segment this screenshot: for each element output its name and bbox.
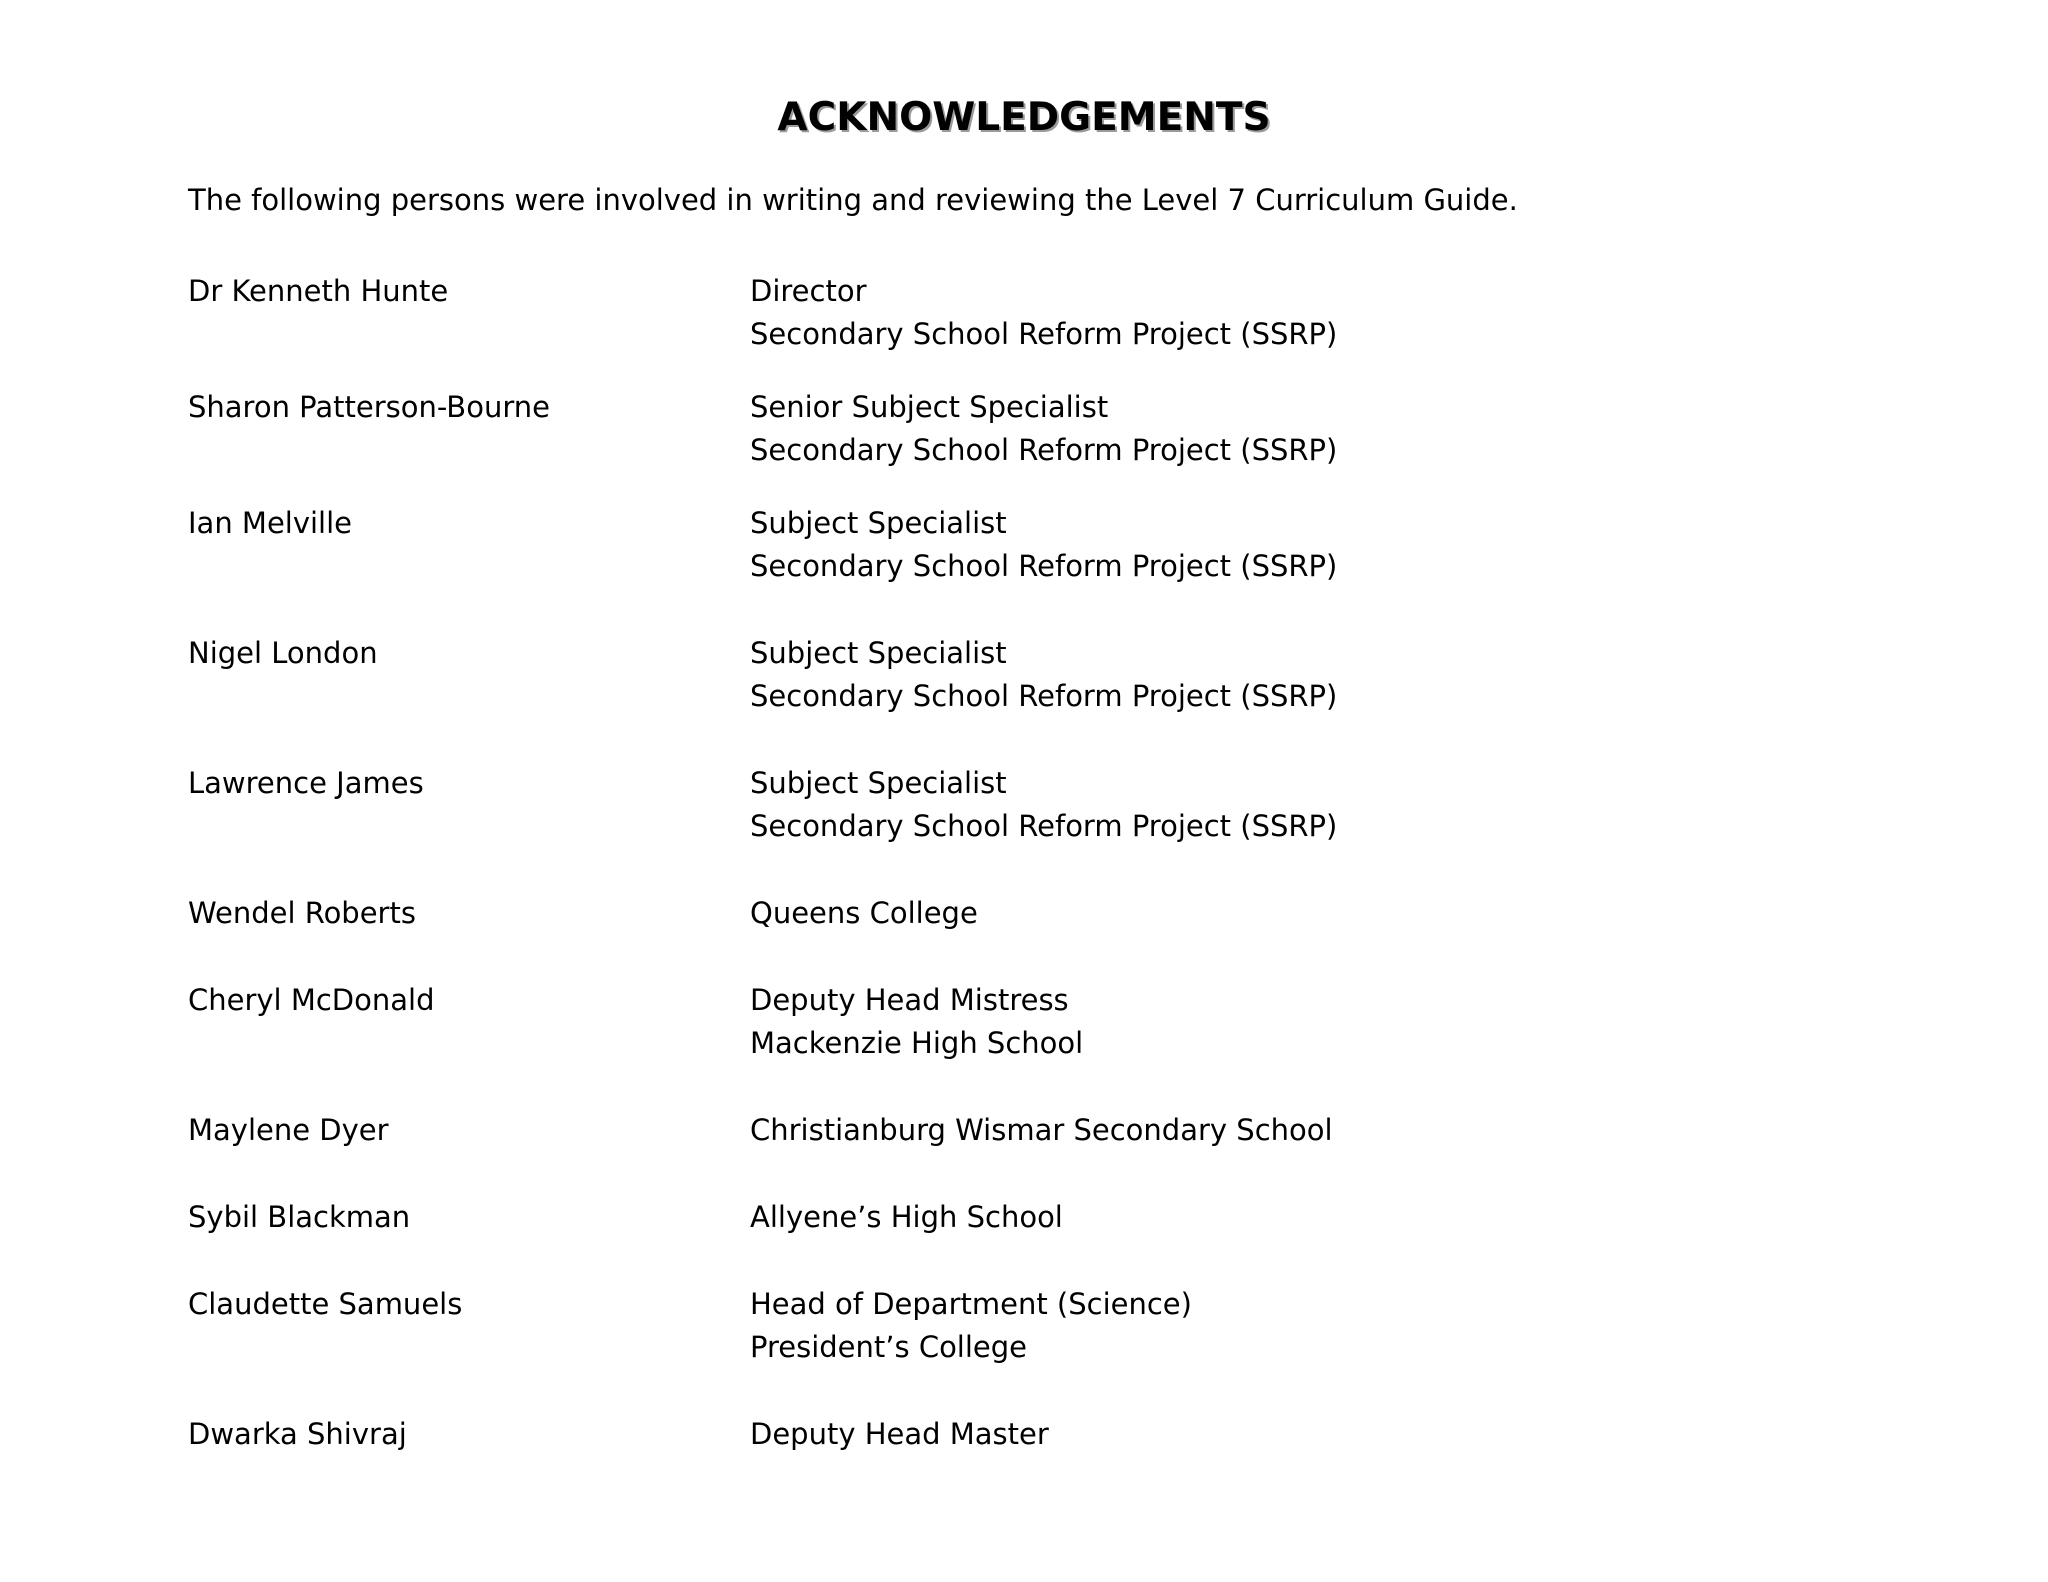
person-role	[750, 1283, 1192, 1369]
role-line: Director	[750, 274, 867, 308]
role-line: Head of Department (Science)	[750, 1287, 1192, 1321]
role-line: Deputy Head Master	[750, 1417, 1049, 1451]
page-title: ACKNOWLEDGEMENTS	[777, 95, 1271, 140]
role-line: Subject Specialist	[750, 506, 1007, 540]
role-line: Christianburg Wismar Secondary School	[750, 1113, 1333, 1147]
person-role	[750, 1109, 1333, 1152]
person-name: Sharon Patterson-Bourne	[188, 390, 550, 424]
role-line: Mackenzie High School	[750, 1026, 1084, 1060]
person-name: Cheryl McDonald	[188, 983, 435, 1017]
person-name: Nigel London	[188, 636, 378, 670]
person-name: Dr Kenneth Hunte	[188, 274, 449, 308]
role-line: Subject Specialist	[750, 766, 1007, 800]
role-line: Senior Subject Specialist	[750, 390, 1109, 424]
person-role	[750, 502, 1337, 588]
role-line: Secondary School Reform Project (SSRP)	[750, 679, 1338, 713]
role-line: President’s College	[750, 1330, 1028, 1364]
person-name: Sybil Blackman	[188, 1200, 411, 1234]
person-role	[750, 892, 978, 935]
person-role	[750, 1196, 1063, 1239]
person-name: Claudette Samuels	[188, 1287, 463, 1321]
person-name: Dwarka Shivraj	[188, 1417, 407, 1451]
person-name: Lawrence James	[188, 766, 424, 800]
intro-paragraph: The following persons were involved in writing and reviewing the Level 7 Curriculum Guide.	[188, 183, 1518, 217]
role-line: Secondary School Reform Project (SSRP)	[750, 317, 1338, 351]
role-line: Secondary School Reform Project (SSRP)	[750, 433, 1338, 467]
role-line: Allyene’s High School	[750, 1200, 1063, 1234]
role-line: Queens College	[750, 896, 978, 930]
role-line: Subject Specialist	[750, 636, 1007, 670]
person-name: Ian Melville	[188, 506, 353, 540]
person-role	[750, 386, 1337, 472]
person-role	[750, 632, 1337, 718]
role-line: Secondary School Reform Project (SSRP)	[750, 809, 1338, 843]
role-line: Secondary School Reform Project (SSRP)	[750, 549, 1338, 583]
person-role	[750, 1413, 1049, 1456]
person-name: Maylene Dyer	[188, 1113, 389, 1147]
role-line: Deputy Head Mistress	[750, 983, 1069, 1017]
person-role	[750, 979, 1083, 1065]
person-role	[750, 762, 1337, 848]
person-role	[750, 270, 1337, 356]
person-name: Wendel Roberts	[188, 896, 416, 930]
